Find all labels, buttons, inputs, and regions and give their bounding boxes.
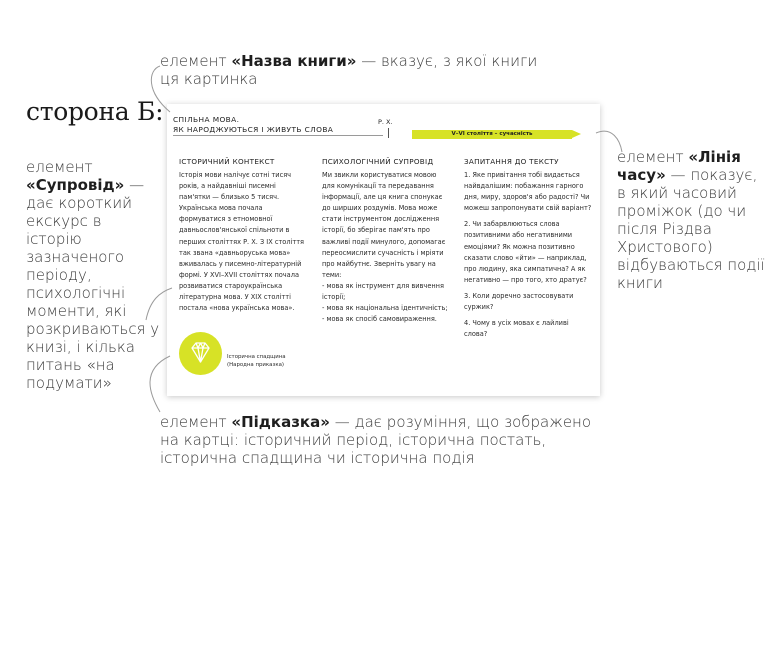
list-item: - мова як інструмент для вивчення історії; xyxy=(322,281,444,302)
list-item: - мова як спосіб самовираження. xyxy=(322,315,437,324)
question-item: 3. Коли доречно застосовувати суржик? xyxy=(464,291,574,312)
book-title: СПІЛЬНА МОВА. ЯК НАРОДЖУЮТЬСЯ І ЖИВУТЬ СЛОВА xyxy=(173,115,334,134)
column-psychology-text: Ми звикли користуватися мовою для комунікації та передавання інформації, але ця книга спонукає до ширших роздумів. Мова може стати інструментом дослідження історії, бо зберігає пам'ять про важливі події минулого, допомагає переосмислити сучасність і мріяти про майбутнє. Зверніть увагу на теми: - мова як інструмент для вивчення історії; - мова як національна ідентичність; - мова як спосіб самовираження. xyxy=(322,170,449,325)
column-heading-context: ІСТОРИЧНИЙ КОНТЕКСТ xyxy=(179,157,275,166)
hint-label: Історична спадщина (Народна приказка) xyxy=(227,354,286,368)
column-context-text: Історія мови налічує сотні тисяч років, а найдавніші писемні пам'ятки — близько 5 тисяч. Українська мова почала формуватися з етномовної давньослов'янської спільноти в перших століттях Р. Х. З ІХ століття так звана «давньоруська мова» вживалась у писемно-літературній формі. У XVI–XVII століттях почала розвиватися староукраїнська літературна мова. У XIX столітті постала «нова українська мова». xyxy=(179,171,305,313)
question-item: 4. Чому в усіх мовах є лайливі слова? xyxy=(464,319,569,339)
annotation-timeline: елемент «Лінія часу» — показує, в який часовий проміжок (до чи після Різдва Христового) відбуваються події книги xyxy=(617,148,765,292)
question-item: 1. Яке привітання тобі видається найвдалішим: побажання гарного дня, миру, здоров'я або радості? Чи можеш запропонувати свій варіант? xyxy=(464,171,592,213)
annotation-name: «Супровід» xyxy=(26,176,125,194)
question-item: 2. Чи забарвлюються слова позитивними або негативними емоціями? Як можна позитивно сказати слово «йти» — наприклад, про людину, яка симпатична? А як негативно — про того, хто дратує? xyxy=(464,220,587,284)
annotation-hint: елемент «Підказка» — дає розуміння, що зображено на картці: історичний період, історична постать, історична спадщина чи історична подія xyxy=(160,413,592,467)
annotation-companion: елемент «Супровід» — дає короткий екскурс в історію зазначеного періоду, психологічні моменти, які розкриваються у книзі, і кілька питань «на подумати» xyxy=(26,158,160,392)
column-heading-questions: ЗАПИТАННЯ ДО ТЕКСТУ xyxy=(464,157,559,166)
annotation-book-title: елемент «Назва книги» — вказує, з якої книги ця картинка xyxy=(160,52,538,88)
side-title: сторона Б: xyxy=(26,97,164,126)
connector-companion xyxy=(146,288,172,320)
connector-timeline xyxy=(596,131,622,152)
timeline-period-bar: V–VI століття – сучасність xyxy=(412,130,572,139)
connector-book-title xyxy=(151,66,170,112)
timeline-marker-label: Р. Х. xyxy=(378,118,393,126)
list-item: - мова як національна ідентичність; xyxy=(322,304,448,313)
annotation-name: «Назва книги» xyxy=(231,52,357,70)
annotation-name: «Лінія часу» xyxy=(617,148,741,184)
column-heading-psychology: ПСИХОЛОГІЧНИЙ СУПРОВІД xyxy=(322,157,434,166)
annotation-name: «Підказка» xyxy=(231,413,330,431)
connector-hint xyxy=(150,356,170,412)
